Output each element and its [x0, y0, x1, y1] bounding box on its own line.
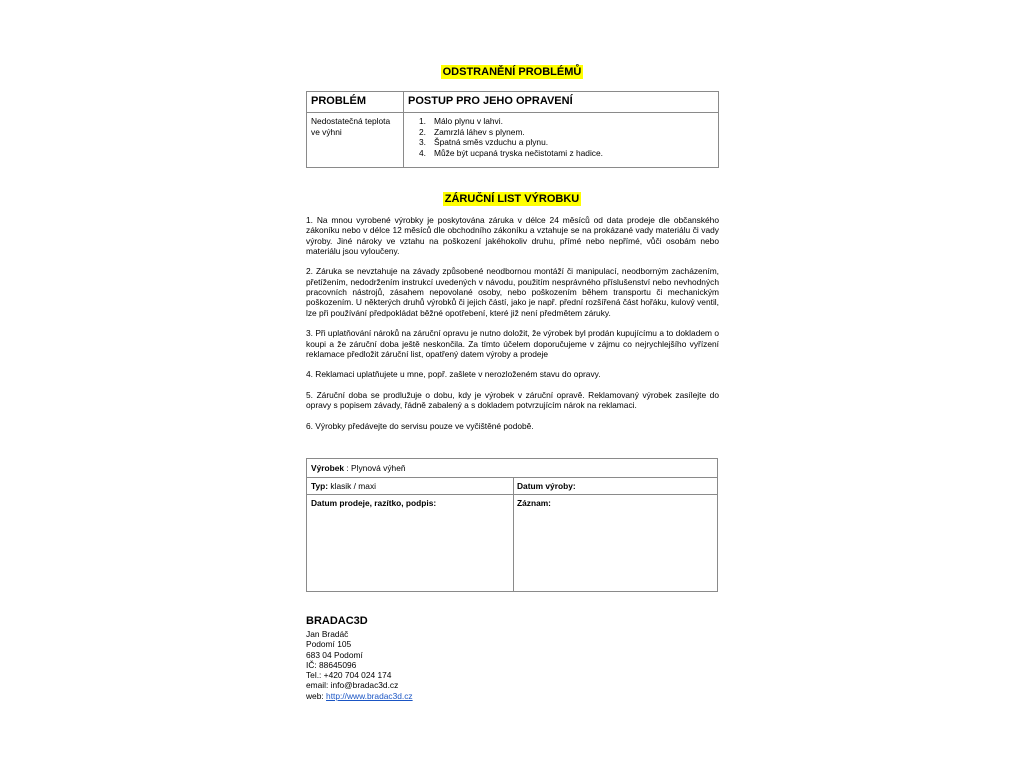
web-line — [306, 691, 413, 701]
problem-cell: Nedostatečná teplota ve výhni — [307, 113, 404, 168]
list-item-number: 2. — [419, 126, 426, 137]
sale-date-label: Datum prodeje, razítko, podpis: — [311, 498, 437, 508]
warranty-paragraph-3: 3. Při uplatňování nároků na záruční opravu je nutno doložit, že výrobek byl prodán kupujícímu a to dokladem o koupi a že záruční doba ještě neskončila. Za tímto účelem doporučujeme v zájmu co nejrychlejšího vyřízení reklamace předložit záruční list, opatřený datem výroby a prodeje — [306, 328, 719, 359]
warranty-paragraph-6: 6. Výrobky předávejte do servisu pouze ve vyčištěné podobě. — [306, 420, 534, 431]
troubleshooting-title — [306, 66, 718, 78]
fix-cell — [404, 113, 719, 168]
product-form — [306, 458, 718, 592]
address-line-2: 683 04 Podomí — [306, 649, 363, 660]
production-date-label: Datum výroby: — [517, 481, 576, 491]
company-info — [306, 615, 413, 701]
list-item — [419, 137, 714, 148]
header-problem: PROBLÉM — [307, 92, 404, 113]
list-item-text: Špatná směs vzduchu a plynu. — [434, 137, 549, 147]
list-item-number: 3. — [419, 137, 426, 147]
record-label: Záznam: — [517, 498, 551, 508]
form-divider — [513, 477, 514, 591]
phone: Tel.: +420 704 024 174 — [306, 670, 392, 681]
email: email: info@bradac3d.cz — [306, 680, 399, 691]
list-item — [419, 116, 714, 127]
warranty-paragraph-4: 4. Reklamaci uplatňujete u mne, popř. zašlete v nerozloženém stavu do opravy. — [306, 369, 601, 380]
type-label: Typ: — [311, 481, 329, 491]
list-item — [419, 126, 714, 138]
fix-list — [408, 116, 714, 158]
list-item-text: Může být ucpaná tryska nečistotami z hadice. — [434, 147, 603, 158]
contact-name: Jan Bradáč — [306, 629, 349, 639]
product-label: Výrobek — [311, 463, 345, 473]
list-item-text: Zamrzlá láhev s plynem. — [434, 126, 525, 137]
product-field — [311, 463, 406, 473]
warranty-text — [306, 215, 719, 442]
header-fix: POSTUP PRO JEHO OPRAVENÍ — [404, 92, 719, 113]
company-id: IČ: 88645096 — [306, 659, 357, 670]
company-name: BRADAC3D — [306, 615, 368, 627]
warranty-title-text: ZÁRUČNÍ LIST VÝROBKU — [444, 193, 580, 205]
product-value: : Plynová výheň — [344, 463, 406, 473]
list-item-number: 4. — [419, 147, 426, 158]
troubleshooting-title-text: ODSTRANĚNÍ PROBLÉMŮ — [442, 66, 582, 78]
troubleshooting-table — [306, 91, 719, 168]
type-field — [311, 481, 376, 491]
warranty-paragraph-5: 5. Záruční doba se prodlužuje o dobu, kdy je výrobek v záruční opravě. Reklamovaný výrobek zasílejte do opravy s popisem závady, řádně zabalený a s dokladem potvrzujícím nárok na reklamaci. — [306, 390, 719, 411]
list-item-text: Málo plynu v lahvi. — [434, 116, 503, 126]
warranty-paragraph-1: 1. Na mnou vyrobené výrobky je poskytována záruka v délce 24 měsíců od data prodeje dle občanského zákoníku nebo v délce 12 měsíců dle obchodního zákoníku a vztahuje se na prokázané vady materiálu či vady výroby. Jiné nároky ve vztahu na poškození jakéhokoliv druhu, přímé nebo nepřímé, vůči osobám nebo materiálu jsou vyloučeny. — [306, 215, 719, 256]
warranty-title — [306, 193, 718, 205]
type-value: klasik / maxi — [328, 481, 376, 491]
list-item — [419, 147, 714, 159]
address-line-1: Podomí 105 — [306, 639, 352, 650]
table-row — [307, 113, 719, 168]
table-header-row — [307, 92, 719, 113]
warranty-paragraph-2: 2. Záruka se nevztahuje na závady způsobené neodbornou montáží či manipulací, neodborným zacházením, přetížením, nedodržením instrukcí uvedených v návodu, použitím nesprávného příslušenství nebo nevhodných pracovních nástrojů, zásahem nepovolané osoby, nebo poškozením během transportu či mechanickým poškozením. U některých druhů výrobků či jejich částí, jako je např. přední rozšířená část hořáku, kulový ventil, lze při používání předpokládat běžné opotřebení, které již není předmětem záruky. — [306, 266, 719, 318]
list-item-number: 1. — [419, 116, 426, 126]
web-link[interactable]: http://www.bradac3d.cz — [326, 690, 413, 701]
web-label: web: — [306, 690, 327, 701]
